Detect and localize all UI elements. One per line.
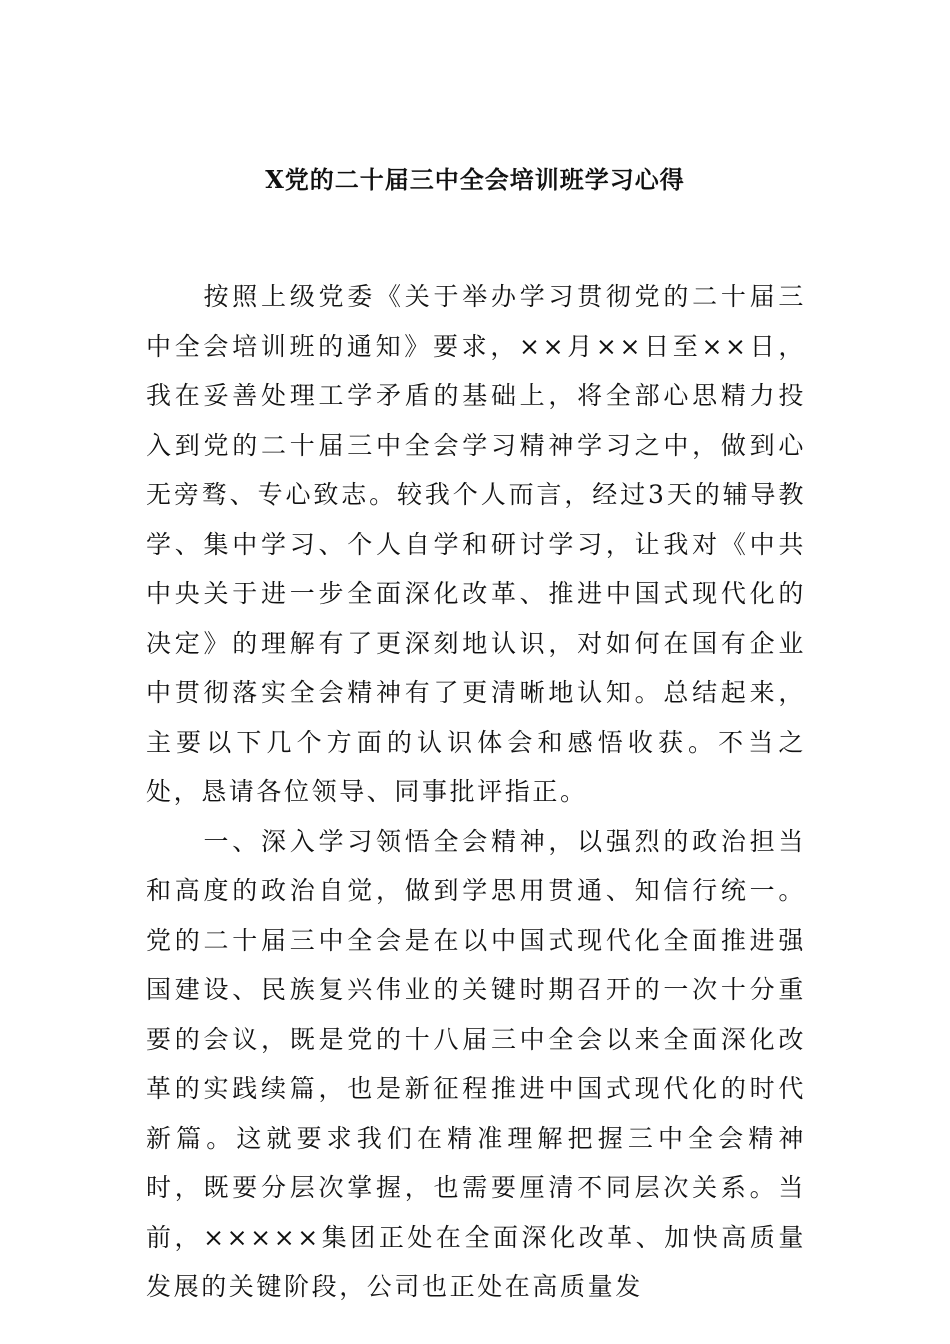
document-body bbox=[146, 272, 806, 1312]
document-title: X党的二十届三中全会培训班学习心得 bbox=[265, 165, 685, 194]
paragraph-section-one: 一、深入学习领悟全会精神，以强烈的政治担当和高度的政治自觉，做到学思用贯通、知信行统一。党的二十届三中全会是在以中国式现代化全面推进强国建设、民族复兴伟业的关键时期召开的一次十分重要的会议，既是党的十八届三中全会以来全面深化改革的实践续篇，也是新征程推进中国式现代化的时代新篇。这就要求我们在精准理解把握三中全会精神时，既要分层次掌握，也需要厘清不同层次关系。当前，×××××集团正处在全面深化改革、加快高质量发展的关键阶段，公司也正处在高质量发 bbox=[146, 826, 806, 1301]
paragraph-intro: 按照上级党委《关于举办学习贯彻党的二十届三中全会培训班的通知》要求，××月××日至××日，我在妥善处理工学矛盾的基础上，将全部心思精力投入到党的二十届三中全会学习精神学习之中，做到心无旁骛、专心致志。较我个人而言，经过3天的辅导教学、集中学习、个人自学和研讨学习，让我对《中共中央关于进一步全面深化改革、推进中国式现代化的决定》的理解有了更深刻地认识，对如何在国有企业中贯彻落实全会精神有了更清晰地认知。总结起来，主要以下几个方面的认识体会和感悟收获。不当之处，恳请各位领导、同事批评指正。 bbox=[146, 282, 806, 806]
